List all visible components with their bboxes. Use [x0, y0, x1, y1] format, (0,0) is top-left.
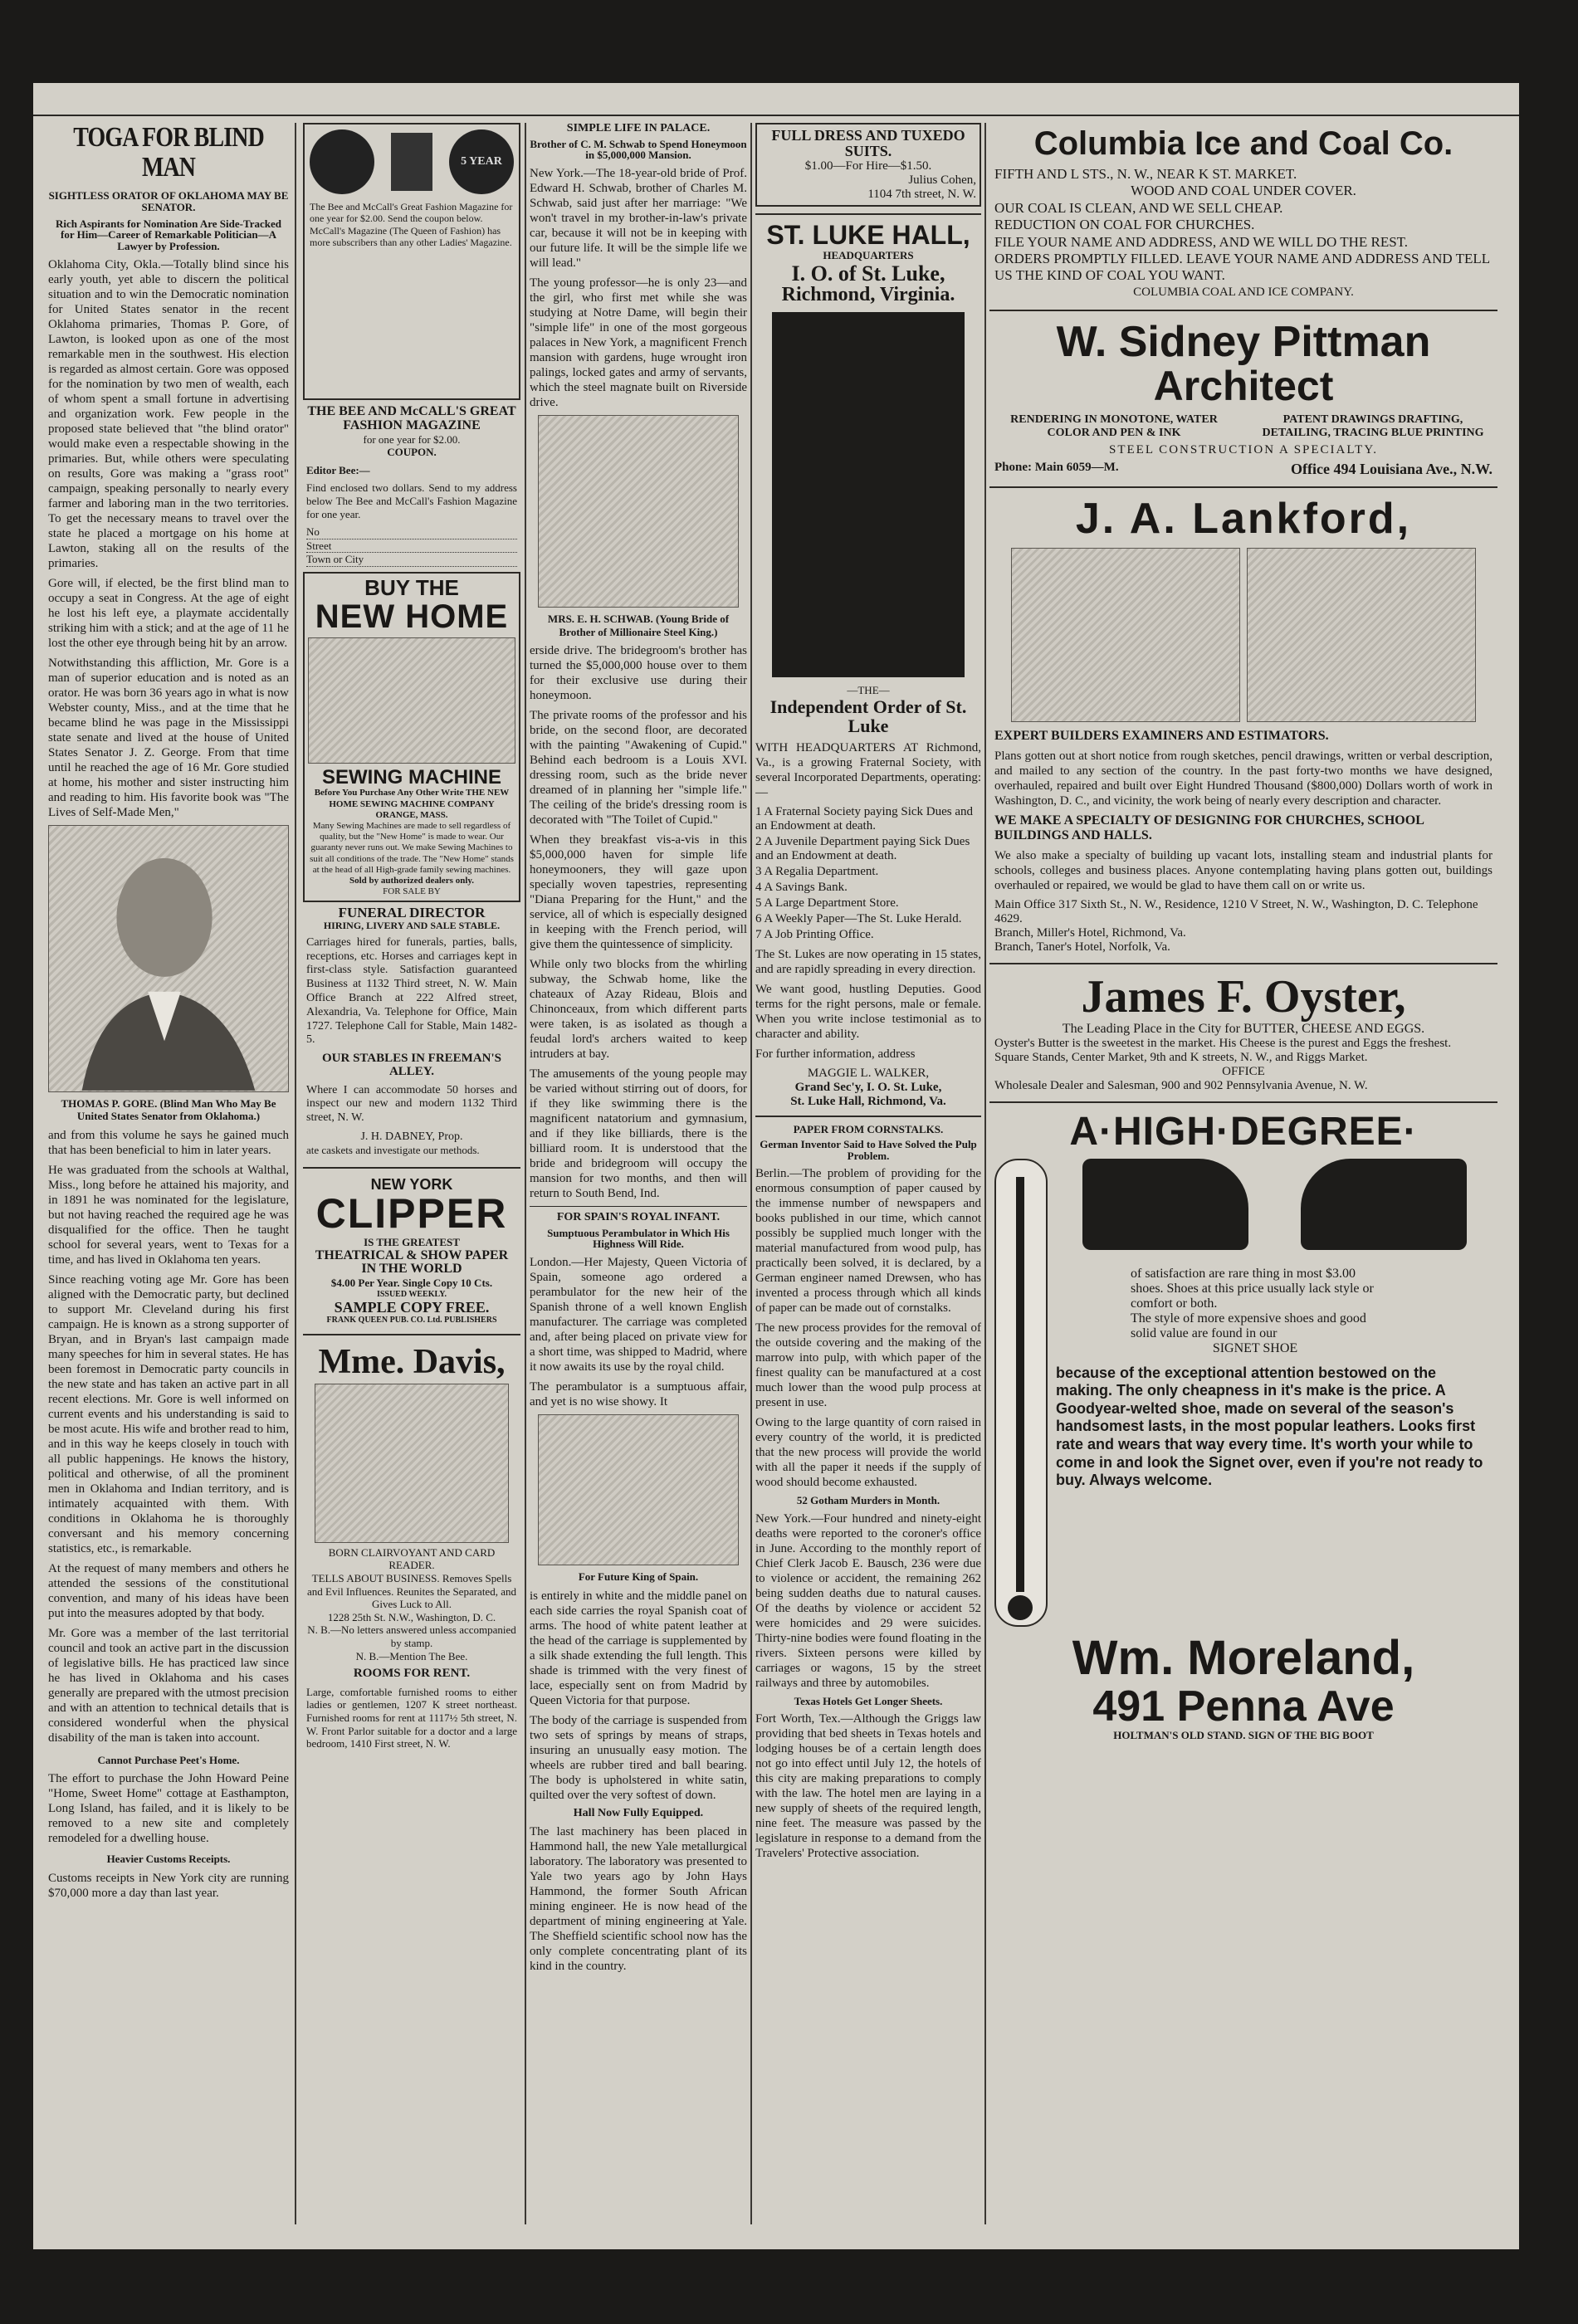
article-text: Berlin.—The problem of providing for the enormous consumption of paper caused by the immense number of newspapers and books published in our time, which cannot possibly be supplied much longer with the material manufactured from wood pulp, has practically been solved, it is declared, by a German engineer named Drewsen, who has invented a process through which all kinds of paper can be made out of cornstalks. [755, 1167, 981, 1316]
coupon [303, 400, 520, 572]
order-name: MAGGIE L. WALKER, [807, 1067, 930, 1081]
pittman-architect: Architect [1153, 363, 1334, 410]
caption-spain: For Future King of Spain. [578, 1570, 699, 1584]
shoe-body: because of the exceptional attention bestowed on the making. The only cheapness in it's make is the price. A Goodyear-welted shoe, made on several of the season's handsomest lasts, in the most popular leathers. Looks first rate and wears that way every time. It's worth your while to come in and look the Signet over, even if you're not ready to buy. Always welcome. [1056, 1364, 1483, 1489]
shoe-ad [989, 1110, 1497, 1744]
mccall-vase-icon [391, 133, 432, 191]
shoe-merchant: Wm. Moreland, [1072, 1630, 1415, 1685]
department-item: 4 A Savings Bank. [755, 881, 848, 895]
pittman-office: Office 494 Louisiana Ave., N.W. [1290, 460, 1493, 477]
coal-line: FILE YOUR NAME AND ADDRESS, AND WE WILL DO THE REST. [994, 233, 1409, 250]
davis-born: BORN CLAIRVOYANT AND CARD READER. [328, 1545, 496, 1572]
lankford-branch: Branch, Taner's Hotel, Norfolk, Va. [994, 940, 1170, 954]
rooms-body: Large, comfortable furnished rooms to either ladies or gentlemen, 1207 K street northeast. Furnished rooms for rent at 1117½ 5th street, N. W. Front Parlor suitable for a doctor and a large bedroom, 1410 First street, N. W. [306, 1685, 517, 1750]
lankford-main: Main Office 317 Sixth St., N. W., Residence, 1210 V Street, N. W., Washington, D. C. Telephone 4629. [994, 898, 1478, 926]
subhead-spain: Sumptuous Perambulator in Which His Highness Will Ride. [547, 1226, 730, 1251]
rooms-title: ROOMS FOR RENT. [353, 1667, 471, 1681]
headline-corn: PAPER FROM CORNSTALKS. [793, 1123, 944, 1136]
tux-name: Julius Cohen, [908, 173, 976, 187]
column-schwab [530, 123, 747, 2224]
pittman-ad [989, 318, 1497, 480]
davis-nb: N. B.—Mention The Bee. [355, 1649, 468, 1662]
headline-toga: TOGA FOR BLIND MAN [73, 123, 264, 183]
clipper-line: IN THE WORLD [361, 1262, 462, 1277]
sew-text: Before You Purchase Any Other Write THE NEW HOME SEWING MACHINE COMPANY ORANGE, MASS. [314, 788, 510, 820]
article-text: and from this volume he says he gained much that has been beneficial to him in later years. [48, 1128, 289, 1157]
sew-sold: Sold by authorized dealers only. [349, 875, 475, 886]
oyster-ad [989, 971, 1497, 1095]
oyster-office: OFFICE [1222, 1065, 1265, 1079]
oyster-line: Oyster's Butter is the sweetest in the market. His Cheese is the purest and Eggs the freshest. [994, 1037, 1452, 1051]
column-st-luke [755, 123, 981, 2224]
order-text: For further information, address [755, 1047, 916, 1062]
coupon-price: for one year for $2.00. [363, 432, 461, 446]
clipper-line: ISSUED WEEKLY. [376, 1289, 447, 1299]
tux-title: FULL DRESS AND TUXEDO SUITS. [771, 127, 965, 159]
shoe-line: of satisfaction are rare thing in most $3.00 shoes. Shoes at this price usually lack style or comfort or both. [1131, 1266, 1374, 1311]
article-text: Mr. Gore was a member of the last territorial council and took an active part in the discussion of legislative bills. He has practiced law since he has lived in Oklahoma and his cases generally are prepared with the utmost precision and with an attention to technical details that is considered wonderful when the physical disability of the man is taken into account. [48, 1626, 289, 1745]
article-text: Since reaching voting age Mr. Gore has been aligned with the Democratic party, but declined to support Mr. Cleveland during his first campaign. He is known as a strong supporter of Bryan, and in Bryan's last campaign made many speeches for him in several states. He has been foremost in Democratic party councils in the new state and has taken an active part in all recent elections. Mr. Gore is well informed on current events and his understanding is said to be most acute. His wife and brother read to him, and in this way he keeps closely in touch with all public happenings. He knows the history, political and otherwise, of all the prominent men in Oklahoma and Indian territory, and is intimately acquainted with them. With conditions in Oklahoma he is thoroughly conversant and his memory concerning statistics, etc., is remarkable. [48, 1272, 289, 1555]
subhead-sightless: SIGHTLESS ORATOR OF OKLAHOMA MAY BE SENATOR. [48, 189, 289, 214]
column-rule [295, 123, 296, 2224]
lankford-name: J. A. Lankford, [1075, 494, 1412, 543]
subhead-schwab: Brother of C. M. Schwab to Spend Honeymoon in $5,000,000 Mansion. [530, 137, 747, 162]
column-rule [525, 123, 526, 2224]
subhead-customs: Heavier Customs Receipts. [106, 1853, 231, 1866]
the-label: —THE— [847, 684, 890, 697]
lankford-ad [989, 495, 1497, 957]
article-text: When they breakfast vis-a-vis in this $5,000,000 haven for simple life honeymooners, they will gaze upon specially woven tapestries, representing "Diana Preparing for the Hunt," and the service, all of which is especially designed in keeping with the French period, will give them the quintessence of simplicity. [530, 833, 747, 952]
funeral-name: J. H. DABNEY, Prop. [360, 1130, 463, 1143]
thermometer-icon [994, 1159, 1048, 1627]
coal-line: WOOD AND COAL UNDER COVER. [1131, 183, 1356, 199]
order-addr: St. Luke Hall, Richmond, Va. [790, 1095, 946, 1109]
column-rule [984, 123, 986, 2224]
clipper-line: SAMPLE COPY FREE. [334, 1298, 490, 1316]
oyster-line: Square Stands, Center Market, 9th and K streets, N. W., and Riggs Market. [994, 1051, 1368, 1065]
rooms-ad [303, 1664, 520, 1759]
pittman-phone: Phone: Main 6059—M. [994, 460, 1119, 474]
mccall-seal-icon [310, 129, 374, 194]
article-text: is entirely in white and the middle panel on each side carries the royal Spanish coat of arms. The hood of white patent leather at the head of the carriage is supplemented by a silk shade extending the full length. This shade is trimmed with the very finest of lace, especially sent on from Madrid by Queen Victoria for that purpose. [530, 1589, 747, 1707]
article-text: The perambulator is a sumptuous affair, and yet is no wise showy. It [530, 1380, 747, 1409]
coal-line: OUR COAL IS CLEAN, AND WE SELL CHEAP. [994, 199, 1283, 216]
article-text: New York.—Four hundred and ninety-eight deaths were reported to the coroner's office in June. According to the monthly report of Chief Clerk Jacob E. Bausch, 236 were due to violence or accident, the remaining 262 being sudden deaths due to natural causes. Of the deaths by violence or accident 52 were homicides and 29 were suicides. Thirty-nine bodies were found floating in the rivers. Sixteen persons were killed by carriages or wagons, 15 by the street railways and three by automobiles. [755, 1511, 981, 1690]
coal-line: ORDERS PROMPTLY FILLED. LEAVE YOUR NAME AND ADDRESS AND TELL US THE KIND OF COAL YOU WANT. [994, 250, 1490, 284]
oyster-line: The Leading Place in the City for BUTTER, CHEESE AND EGGS. [1062, 1022, 1425, 1037]
lankford-p2: We also make a specialty of building up vacant lots, installing steam and industrial plants for schools, colleges and business places. Anyone contemplating having plans gotten out, buildings overhauled or repaired, we would be glad to have them call on or write us. [994, 849, 1493, 893]
sewing-machine-ad [303, 572, 520, 902]
sew-sale: FOR SALE BY [383, 886, 441, 897]
subhead-peet: Cannot Purchase Peet's Home. [97, 1753, 240, 1766]
coal-ad [989, 123, 1497, 303]
oyster-name: James F. Oyster, [1081, 971, 1406, 1023]
order-sec: Grand Sec'y, I. O. St. Luke, [794, 1081, 942, 1095]
article-text: New York.—The 18-year-old bride of Prof. Edward H. Schwab, brother of Charles M. Schwab, said just after her marriage: "We won't travel in my brother-in-law's private car, because it will not be in keeping with our future life. It will be the simple life we will lead." [530, 166, 747, 270]
funeral-sub: HIRING, LIVERY AND SALE STABLE. [323, 920, 501, 932]
pittman-steel: STEEL CONSTRUCTION A SPECIALTY. [1109, 442, 1378, 456]
article-text: Gore will, if elected, be the first blind man to occupy a seat in Congress. At the age of eight he lost his left eye, a playmate accidentally striking him with a stick; and at the age of 11 he lost the other eye through being hit by an arrow. [48, 576, 289, 650]
department-list [755, 805, 981, 942]
newspaper-page [33, 83, 1519, 2249]
mccall-badge: 5 YEAR [449, 129, 514, 194]
article-text: The new process provides for the removal of the outside covering and the making of the marrow into pulp, with which paper of the finest quality can be manufactured at a cost much lower than the wood pulp process at present in use. [755, 1321, 981, 1410]
perambulator-icon [538, 1414, 739, 1565]
article-text: The private rooms of the professor and his bride, on the second floor, are decorated with the painting "Awakening of Cupid." Behind each bedroom is a Louis XVI. dressing room, such as the bride never dreamed of in planning her "simple life." The ceiling of the bride's dressing room is decorated with "The Toilet of Cupid." [530, 709, 747, 828]
davis-nb: N. B.—No letters answered unless accompanied by stamp. [307, 1623, 516, 1649]
mccall-ad [303, 123, 520, 400]
shoe-stand: HOLTMAN'S OLD STAND. SIGN OF THE BIG BOOT [1113, 1729, 1374, 1742]
article-text: At the request of many members and others he attended the sessions of the constitutional convention, and many of his ideas have been put into the measures adopted by that body. [48, 1561, 289, 1620]
department-item: 7 A Job Printing Office. [755, 928, 874, 942]
department-item: 6 A Weekly Paper—The St. Luke Herald. [755, 912, 962, 926]
tux-price: $1.00—For Hire—$1.50. [804, 159, 932, 173]
boot-icon [1301, 1159, 1467, 1250]
column-rule [750, 123, 752, 2224]
clipper-line: THEATRICAL & SHOW PAPER [315, 1247, 509, 1262]
article-text: The body of the carriage is suspended from two sets of springs by means of straps, insuring an unusually easy motion. The wheels are rubber tired and ball bearing. The body is upholstered in white satin, quilted over the very softest of down. [530, 1713, 747, 1802]
headline-gotham: 52 Gotham Murders in Month. [796, 1494, 940, 1507]
headline-spain: FOR SPAIN'S ROYAL INFANT. [556, 1211, 721, 1224]
portrait-gore [48, 825, 289, 1092]
order-text: We want good, hustling Deputies. Good terms for the right persons, male or female. When you write inclose testimonial as to character and ability. [755, 983, 981, 1042]
caption-schwab: MRS. E. H. SCHWAB. (Young Bride of Brother of Millionaire Steel King.) [547, 612, 730, 638]
order-body: WITH HEADQUARTERS AT Richmond, Va., is a growing Fraternal Society, with several Incorporated Departments, operating:— [755, 741, 981, 800]
funeral-tail: ate caskets and investigate our methods. [306, 1144, 480, 1156]
clipper-line: $4.00 Per Year. Single Copy 10 Cts. [330, 1277, 493, 1290]
article-text: Owing to the large quantity of corn raised in every country of the world, it is predicted that the new process will provide the world with all the paper it needs if the supply of wood should become exhausted. [755, 1416, 981, 1490]
coupon-word: COUPON. [387, 446, 437, 459]
tux-addr: 1104 7th street, N. W. [867, 187, 976, 201]
coupon-title: THE BEE AND McCALL'S GREAT FASHION MAGAZINE [307, 404, 516, 432]
funeral-title: FUNERAL DIRECTOR [338, 905, 486, 921]
lankford-h1: EXPERT BUILDERS EXAMINERS AND ESTIMATORS. [994, 729, 1329, 744]
lankford-h2: WE MAKE A SPECIALTY OF DESIGNING FOR CHURCHES, SCHOOL BUILDINGS AND HALLS. [994, 813, 1424, 843]
clipper-ad [303, 1175, 520, 1327]
coal-lines [994, 166, 1493, 300]
hall-city: Richmond, Virginia. [781, 284, 955, 306]
coal-line: COLUMBIA COAL AND ICE COMPANY. [1133, 285, 1354, 299]
davis-ad [303, 1342, 520, 1664]
coal-line: FIFTH AND L STS., N. W., NEAR K ST. MARKET. [994, 166, 1297, 182]
building-photo-icon [772, 312, 965, 677]
sew-brand: NEW HOME [315, 598, 509, 636]
coal-line: REDUCTION ON COAL FOR CHURCHES. [994, 217, 1255, 233]
sewing-illustration-icon [308, 637, 515, 764]
house-drawing-icon [1247, 548, 1476, 722]
st-luke-ad [755, 219, 981, 737]
headline-texas: Texas Hotels Get Longer Sheets. [794, 1694, 943, 1707]
coupon-body: Find enclosed two dollars. Send to my address below The Bee and McCall's Fashion Magazine for one year. [306, 481, 517, 520]
hall-order: I. O. of St. Luke, [791, 261, 945, 286]
clipper-name: CLIPPER [315, 1190, 508, 1238]
article-text: While only two blocks from the whirling subway, the Schwab home, like the chateaux of Azay Rideau, Blois and Chinonceaux, from which different parts were taken, is as isolated as though a feudal lord's archers waited to keep intruders at bay. [530, 958, 747, 1062]
article-text: Fort Worth, Tex.—Although the Griggs law providing that bed sheets in Texas hotels and lodging houses be of a certain length does not go into effect until July 12, the hotels of this city are making preparations to comply with the law. The hotel men are laying in a new supply of sheets of the required length, nine feet. The measure was passed by the legislature in response to a demand from the Travelers' Protective association. [755, 1712, 981, 1861]
hall-title: ST. LUKE HALL, [766, 219, 970, 250]
subhead-aspirants: Rich Aspirants for Nomination Are Side-Tracked for Him—Career of Remarkable Politician—A Lawyer by Profession. [56, 217, 281, 252]
article-text: The amusements of the young people may be varied without stirring out of doors, for if they like swimming there is the magnificent natatorium and gymnasium, and if they like billiards, there is the billiard room. It is understood that the bride and bridegroom will occupy the mansion for two months, and then will return to South Bend, Ind. [530, 1067, 747, 1201]
article-text: Oklahoma City, Okla.—Totally blind since his early youth, yet able to discern the political situation and to win the Democratic nomination for United States senator in the recent Oklahoma primaries, Thomas P. Gore, of Lawton, is looked upon as one of the most remarkable men in the southwest. His election is regarded as almost certain. Gore was opposed for the nomination by two men of wealth, each of whom spent a small fortune in advertising and organization work. Few people in the proposed state believed that "the blind orator" would make even a respectable showing in the primaries. But, while others were speculating on results, Gore was making a "grass root" campaign, speaking personally to nearly every farmer and laboring man in the two territories. To get the necessary means to travel over the state he placed a mortgage on his home at Lawton, staking all on the results of the primaries. [48, 257, 289, 570]
funeral-ad [303, 902, 520, 1160]
column-ads-right [989, 123, 1497, 2224]
davis-name: Mme. Davis, [318, 1342, 506, 1381]
article-text: Customs receipts in New York city are running $70,000 more a day than last year. [48, 1871, 289, 1900]
coupon-editor: Editor Bee:— [306, 463, 370, 476]
clipper-line: FRANK QUEEN PUB. CO. Ltd. PUBLISHERS [326, 1315, 497, 1325]
davis-portrait-icon [315, 1384, 509, 1543]
sew-machine: SEWING MACHINE [322, 766, 501, 789]
headline-simple-life: SIMPLE LIFE IN PALACE. [566, 123, 711, 134]
article-text: erside drive. The bridegroom's brother has turned the $5,000,000 house over to them for their exclusive use during their honeymoon. [530, 644, 747, 703]
pittman-drawing: PATENT DRAWINGS DRAFTING, DETAILING, TRACING BLUE PRINTING [1262, 413, 1484, 439]
clipper-city: NEW YORK [370, 1175, 453, 1193]
column-gore [48, 123, 289, 2224]
caption-gore: THOMAS P. GORE. (Blind Man Who May Be United States Senator from Oklahoma.) [61, 1096, 276, 1123]
article-text: The young professor—he is only 23—and the girl, who first met while she was studying at Notre Dame, will begin their "simple life" in one of the most gorgeous palaces in New York, a magnificent French mansion with gardens, huge wrought iron palings, locked gates and army of servants, which the steel magnate built on Riverside drive. [530, 276, 747, 409]
sew-text2: Many Sewing Machines are made to sell regardless of quality, but the "New Home" is made to wear. Our guaranty never runs out. We make Sewing Machines to suit all conditions of the trade. The "New Home" stands at the head of all High-grade family sewing machines. [310, 820, 514, 875]
shoe-brand: SIGNET SHOE [1212, 1340, 1298, 1355]
department-item: 2 A Juvenile Department paying Sick Dues and an Endowment at death. [755, 835, 970, 863]
sew-buy: BUY THE [364, 574, 459, 600]
order-text: The St. Lukes are now operating in 15 states, and are rapidly spreading in every direction. [755, 948, 981, 977]
shoe-line: The style of more expensive shoes and good solid value are found in our [1131, 1311, 1366, 1340]
coupon-town-field[interactable]: Town or City [306, 553, 517, 567]
lankford-branch: Branch, Miller's Hotel, Richmond, Va. [994, 926, 1186, 940]
department-item: 1 A Fraternal Society paying Sick Dues and an Endowment at death. [755, 805, 974, 833]
portrait-gore-icon [49, 826, 288, 1091]
article-text: He was graduated from the schools at Walthal, Miss., long before he attained his majority, and in 1891 he was nominated for the legislature, but not having reached the required age he was disqualified for the office. Then he taught school for several years, went to Texas for a time, and has lived in Oklahoma ten years. [48, 1163, 289, 1267]
top-rule [33, 115, 1519, 116]
shoe-title: A·HIGH·DEGREE· [1069, 1110, 1418, 1155]
funeral-body: Carriages hired for funerals, parties, balls, receptions, etc. Horses and carriages kept in first-class style. Satisfaction guaranteed Business at 1132 Third street, N. W. Main Office Branch at 222 Alfred street, Alexandria, Va. Telephone for Office, Main 1727. Telephone Call for Stable, Main 1482-5. [306, 935, 517, 1047]
lankford-portrait-icon [1011, 548, 1240, 722]
hall-hq: HEADQUARTERS [823, 249, 914, 262]
portrait-schwab-icon [538, 415, 739, 608]
article-text: The last machinery has been placed in Hammond hall, the new Yale metallurgical laboratory. The laboratory was presented to Yale two years ago by John Hays Hammond, the former South African mining engineer. He is now head of the department of mining engineering at Yale. The Sheffield scientific school now has the only complete concentrating plant of its kind in the country. [530, 1825, 747, 1974]
funeral-where: Where I can accommodate 50 horses and inspect our new and modern 1132 Third street, N. W. [306, 1083, 517, 1125]
pittman-rendering: RENDERING IN MONOTONE, WATER COLOR AND PEN & INK [1010, 413, 1218, 439]
headline-hall: Hall Now Fully Equipped. [573, 1806, 704, 1819]
order-title: Independent Order of St. Luke [769, 696, 967, 737]
tuxedo-ad [755, 123, 981, 207]
coupon-no-field[interactable]: No [306, 525, 517, 540]
pittman-name: W. Sidney Pittman [1056, 317, 1431, 366]
department-item: 3 A Regalia Department. [755, 865, 879, 879]
clipper-line: IS THE GREATEST [364, 1235, 460, 1248]
lankford-p1: Plans gotten out at short notice from rough sketches, pencil drawings, written or verbal description, and mailed to any section of the country. In the past forty-two months we have designed, overhauled, repaired and built over Eight Hundred Thousand ($800,000) Dollars worth of work in Washington, D. C., and vicinity, the work being of nearly every description and character. [994, 749, 1493, 808]
article-text: London.—Her Majesty, Queen Victoria of Spain, someone ago ordered a perambulator for the new heir of the Spanish throne of a well known English manufacturer. The carriage was completed and, after being placed on private view for a short time, was shipped to Madrid, where it now awaits its use by the royal child. [530, 1256, 747, 1374]
coal-title: Columbia Ice and Coal Co. [1033, 125, 1453, 162]
shoe-address: 491 Penna Ave [1092, 1682, 1395, 1731]
oyster-line: Wholesale Dealer and Salesman, 900 and 902 Pennsylvania Avenue, N. W. [994, 1079, 1368, 1093]
column-ads-left [303, 123, 520, 2224]
coupon-street-field[interactable]: Street [306, 540, 517, 554]
davis-addr: 1228 25th St. N.W., Washington, D. C. [327, 1610, 496, 1623]
boot-icon [1082, 1159, 1248, 1250]
mccall-text: The Bee and McCall's Great Fashion Magazine for one year for $2.00. Send the coupon below. McCall's Magazine (The Queen of Fashion) has more subscribers than any other Ladies' Magazine. [310, 201, 513, 249]
article-text: The effort to purchase the John Howard Peine "Home, Sweet Home" cottage at Easthampton, Long Island, has failed, and it is likely to be removed to a new site and completely remodeled for a dwelling house. [48, 1772, 289, 1846]
article-text: Notwithstanding this affliction, Mr. Gore is a man of superior education and is noted as an orator. He was born 36 years ago in what is now Webster county, Miss., and at the time that he became blind he was page in the Mississippi state senate and lived at the house of United States Senator J. Z. George. From that time until he reached the age of 16 Mr. Gore studied at home, his mother and sister instructing him and reading to him. His favorite book was "The Lives of Self-Made Men," [48, 656, 289, 819]
davis-body: TELLS ABOUT BUSINESS. Removes Spells and Evil Influences. Reunites the Separated, and Gives Luck to All. [307, 1571, 516, 1611]
subhead-corn: German Inventor Said to Have Solved the Pulp Problem. [760, 1137, 977, 1162]
funeral-stables: OUR STABLES IN FREEMAN'S ALLEY. [321, 1052, 501, 1078]
department-item: 5 A Large Department Store. [755, 896, 899, 911]
